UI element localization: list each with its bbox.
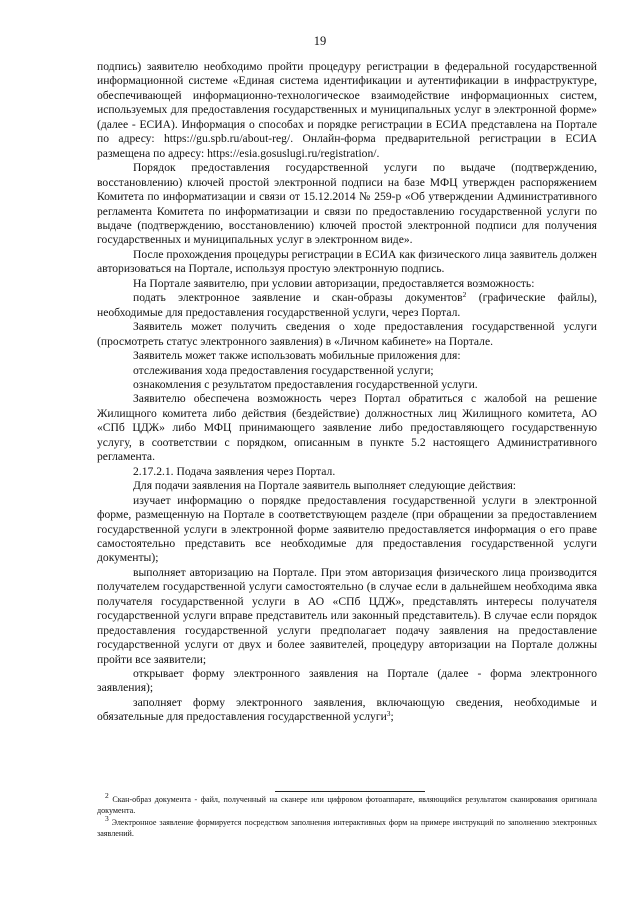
footnote-text: Электронное заявление формируется посредством заполнения интерактивных форм на примере инструкций по заполнению электронных заявлений. xyxy=(97,818,598,838)
paragraph xyxy=(97,291,597,320)
footnote-divider xyxy=(275,791,425,792)
list-item: отслеживания хода предоставления государственной услуги; xyxy=(133,363,434,377)
paragraph: Для подачи заявления на Портале заявитель выполняет следующие действия: xyxy=(133,479,517,493)
list-item: ознакомления с результатом предоставления государственной услуги. xyxy=(133,377,478,391)
footnote-marker: 3 xyxy=(105,814,109,824)
footnote xyxy=(97,791,597,816)
footnote-text: Скан-образ документа - файл, полученный на сканере или цифровом фотоаппарате, являющийся результатом сканирования оригинала документа. xyxy=(97,795,597,815)
paragraph-text: подать электронное заявление и скан-образы документов xyxy=(133,291,463,305)
paragraph: На Портале заявителю, при условии авторизации, предоставляется возможность: xyxy=(133,276,535,290)
paragraph: Порядок предоставления государственной услуги по выдаче (подтверждению, восстановлению) ключей простой электронной подписи на базе МФЦ утвержден распоряжением Комитета по информатизации и связи от 15.12.2014 № 259-р «Об утверждении Административного регламента Комитета по информатизации и связи по предоставлению государственной услуги по выдаче (подтверждению, восстановлению) ключей простой электронной подписи для получения государственных и муниципальных услуг в электронном виде». xyxy=(97,161,597,247)
section-heading: 2.17.2.1. Подача заявления через Портал. xyxy=(133,464,336,478)
list-item: изучает информацию о порядке предоставления государственной услуги в электронной форме, размещенную на Портале в соответствующем разделе (при обращении за предоставлением государственной услуги в электронной форме заявителю предоставляется информация о его праве самостоятельно представить все необходимые для предоставления государственной услуги документы); xyxy=(97,493,597,565)
page-body xyxy=(97,60,597,725)
paragraph: Заявителю обеспечена возможность через Портал обратиться с жалобой на решение Жилищного комитета либо действия (бездействие) должностных лиц Жилищного комитета, АО «СПб ЦДЖ» либо МФЦ принимающего заявление либо предоставляющего государственную услугу, в соответствии с порядком, описанным в пункте 5.2 настоящего Административного регламента. xyxy=(97,392,597,464)
footnote-ref: 3 xyxy=(386,709,391,719)
paragraph-text: ; xyxy=(390,710,394,724)
paragraph: После прохождения процедуры регистрации в ЕСИА как физического лица заявитель должен авторизоваться на Портале, используя простую электронную подпись. xyxy=(97,247,597,276)
footnote xyxy=(97,814,598,839)
list-item xyxy=(97,696,597,725)
paragraph: подпись) заявителю необходимо пройти процедуру регистрации в федеральной государственной информационной системе «Единая система идентификации и аутентификации в инфраструктуре, обеспечивающей информационно-технологическое взаимодействие информационных систем, используемых для предоставления государственных и муниципальных услуг в электронной форме» (далее - ЕСИА). Информация о способах и порядке регистрации в ЕСИА представлена на Портале по адресу: https://gu.spb.ru/about-reg/. Онлайн-форма предварительной регистрации в ЕСИА размещена по адресу: https://esia.gosuslugi.ru/registration/. xyxy=(97,60,597,160)
paragraph: Заявитель может также использовать мобильные приложения для: xyxy=(133,349,461,363)
footnote-ref: 2 xyxy=(462,290,467,300)
list-item: выполняет авторизацию на Портале. При этом авторизация физического лица производится получателем государственной услуги самостоятельно (в случае если в дальнейшем необходима явка получателя государственной услуги в АО «СПб ЦДЖ», представлять интересы получателя государственной услуги вправе представитель или законный представитель). В случае если порядок предоставления государственной услуги предполагает подачу заявления на предоставление государственной услуги от двух и более заявителей, процедуру авторизации на Портале должны пройти все заявители; xyxy=(97,565,597,666)
paragraph-text: заполняет форму электронного заявления, включающую сведения, необходимые и обязательные для предоставления государственной услуги xyxy=(97,695,597,724)
list-item: открывает форму электронного заявления на Портале (далее - форма электронного заявления); xyxy=(97,667,597,695)
paragraph-text: (графические файлы), необходимые для предоставления государственной услуги, через Портал. xyxy=(97,291,597,319)
footnote-marker: 2 xyxy=(105,791,109,800)
paragraph: Заявитель может получить сведения о ходе предоставления государственной услуги (просмотреть статус электронного заявления) в «Личном кабинете» на Портале. xyxy=(97,320,597,348)
footnotes xyxy=(97,791,598,841)
page-number: 19 xyxy=(313,34,327,48)
